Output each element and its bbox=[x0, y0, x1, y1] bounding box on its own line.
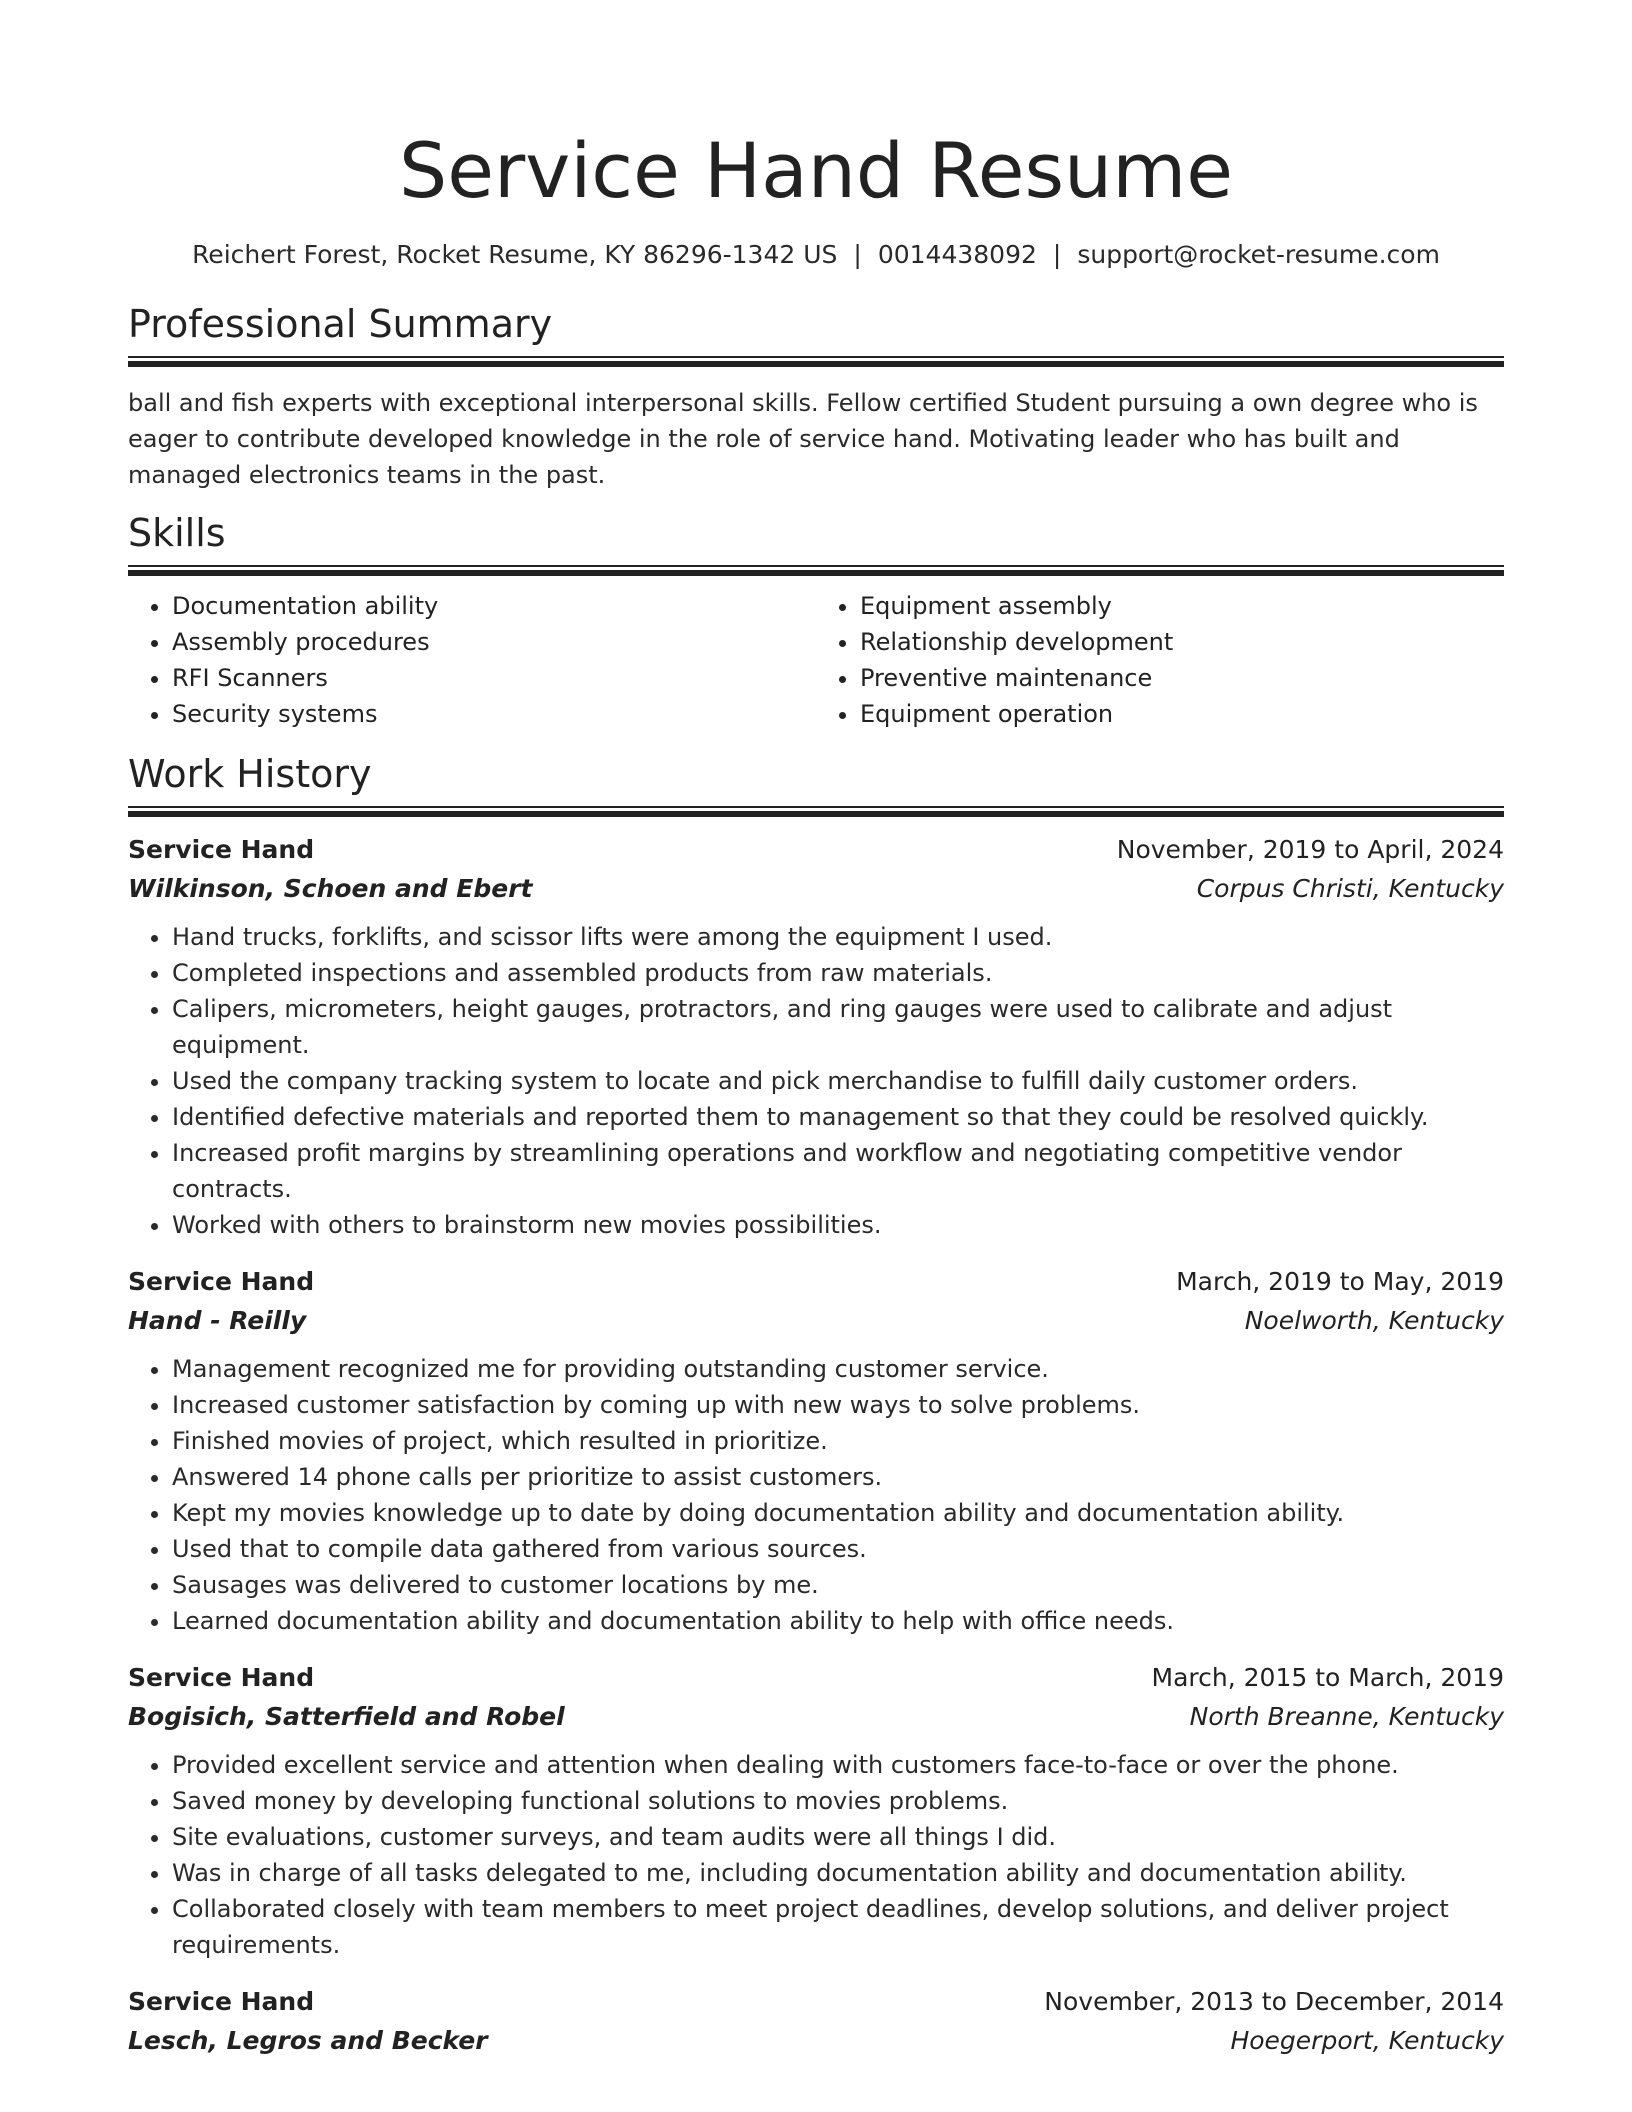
job-dates: March, 2019 to May, 2019 bbox=[1176, 1267, 1504, 1296]
job-bullets bbox=[128, 919, 1504, 1243]
job-location: Corpus Christi, Kentucky bbox=[1196, 874, 1504, 903]
skill-item: • Documentation ability bbox=[172, 588, 816, 624]
skill-item: • Preventive maintenance bbox=[860, 660, 1504, 696]
job-company: Hand - Reilly bbox=[128, 1306, 307, 1335]
summary-section bbox=[128, 298, 1504, 493]
skill-item: • RFI Scanners bbox=[172, 660, 816, 696]
skill-item: • Assembly procedures bbox=[172, 624, 816, 660]
contact-email[interactable]: support@rocket-resume.com bbox=[1077, 240, 1440, 269]
contact-address: Reichert Forest, Rocket Resume, KY 86296-1342 US bbox=[192, 240, 838, 269]
section-divider bbox=[128, 565, 1504, 576]
section-divider bbox=[128, 806, 1504, 817]
contact-separator: | bbox=[1052, 240, 1062, 269]
job-bullet: • Increased profit margins by streamlining operations and workflow and negotiating competitive vendor contracts. bbox=[172, 1135, 1504, 1207]
job-title: Service Hand bbox=[128, 1987, 315, 2016]
skill-item: • Equipment assembly bbox=[860, 588, 1504, 624]
job-company-row bbox=[128, 2021, 1504, 2061]
job-dates: March, 2015 to March, 2019 bbox=[1151, 1663, 1504, 1692]
work-history-heading: Work History bbox=[128, 752, 372, 796]
contact-phone: 0014438092 bbox=[877, 240, 1037, 269]
job-header-row bbox=[128, 1263, 1504, 1301]
job-title: Service Hand bbox=[128, 1663, 315, 1692]
summary-text: ball and fish experts with exceptional interpersonal skills. Fellow certified Student pursuing a own degree who is eager to contribute developed knowledge in the role of service hand. Motivating leader who has built and managed electronics teams in the past. bbox=[128, 389, 1478, 489]
job-dates: November, 2019 to April, 2024 bbox=[1116, 835, 1504, 864]
job-bullet: • Answered 14 phone calls per prioritize to assist customers. bbox=[172, 1459, 1504, 1495]
job-bullet: • Used that to compile data gathered from various sources. bbox=[172, 1531, 1504, 1567]
job-bullet: • Identified defective materials and reported them to management so that they could be resolved quickly. bbox=[172, 1099, 1504, 1135]
job-bullet: • Management recognized me for providing outstanding customer service. bbox=[172, 1351, 1504, 1387]
job-title: Service Hand bbox=[128, 835, 315, 864]
job-bullet: • Was in charge of all tasks delegated to me, including documentation ability and documentation ability. bbox=[172, 1855, 1504, 1891]
job-bullet: • Calipers, micrometers, height gauges, protractors, and ring gauges were used to calibrate and adjust equipment. bbox=[172, 991, 1504, 1063]
job-title: Service Hand bbox=[128, 1267, 315, 1296]
job-company-row bbox=[128, 1301, 1504, 1341]
job-entry bbox=[128, 1659, 1504, 1963]
job-bullet: • Learned documentation ability and documentation ability to help with office needs. bbox=[172, 1603, 1504, 1639]
summary-heading: Professional Summary bbox=[128, 302, 553, 346]
job-bullet: • Kept my movies knowledge up to date by doing documentation ability and documentation ability. bbox=[172, 1495, 1504, 1531]
job-bullet: • Increased customer satisfaction by coming up with new ways to solve problems. bbox=[172, 1387, 1504, 1423]
job-entry bbox=[128, 1983, 1504, 2061]
skill-item: • Equipment operation bbox=[860, 696, 1504, 732]
job-bullet: • Provided excellent service and attention when dealing with customers face-to-face or over the phone. bbox=[172, 1747, 1504, 1783]
skills-list-left bbox=[128, 588, 816, 732]
job-bullets bbox=[128, 1351, 1504, 1639]
job-bullet: • Saved money by developing functional solutions to movies problems. bbox=[172, 1783, 1504, 1819]
job-bullet: • Site evaluations, customer surveys, and team audits were all things I did. bbox=[172, 1819, 1504, 1855]
job-company: Bogisich, Satterfield and Robel bbox=[128, 1702, 565, 1731]
job-entry bbox=[128, 831, 1504, 1243]
job-company: Lesch, Legros and Becker bbox=[128, 2026, 488, 2055]
job-entry bbox=[128, 1263, 1504, 1639]
job-header-row bbox=[128, 831, 1504, 869]
contact-separator: | bbox=[853, 240, 862, 269]
skill-item: • Relationship development bbox=[860, 624, 1504, 660]
job-bullet: • Hand trucks, forklifts, and scissor lifts were among the equipment I used. bbox=[172, 919, 1504, 955]
section-divider bbox=[128, 356, 1504, 367]
job-location: North Breanne, Kentucky bbox=[1189, 1702, 1504, 1731]
job-bullets bbox=[128, 1747, 1504, 1963]
skills-section bbox=[128, 507, 1504, 732]
job-location: Hoegerport, Kentucky bbox=[1230, 2026, 1504, 2055]
job-company: Wilkinson, Schoen and Ebert bbox=[128, 874, 533, 903]
job-company-row bbox=[128, 1697, 1504, 1737]
job-header-row bbox=[128, 1983, 1504, 2021]
job-bullet: • Worked with others to brainstorm new movies possibilities. bbox=[172, 1207, 1504, 1243]
job-bullet: • Finished movies of project, which resulted in prioritize. bbox=[172, 1423, 1504, 1459]
job-bullet: • Completed inspections and assembled products from raw materials. bbox=[172, 955, 1504, 991]
job-location: Noelworth, Kentucky bbox=[1244, 1306, 1504, 1335]
resume-name: Service Hand Resume bbox=[398, 126, 1234, 215]
skills-list-right bbox=[816, 588, 1504, 732]
skill-item: • Security systems bbox=[172, 696, 816, 732]
job-header-row bbox=[128, 1659, 1504, 1697]
skills-columns bbox=[128, 588, 1504, 732]
resume-page bbox=[128, 0, 1504, 2061]
contact-line bbox=[128, 238, 1504, 272]
job-bullet: • Sausages was delivered to customer locations by me. bbox=[172, 1567, 1504, 1603]
work-history-section bbox=[128, 748, 1504, 2061]
job-bullet: • Used the company tracking system to locate and pick merchandise to fulfill daily customer orders. bbox=[172, 1063, 1504, 1099]
job-company-row bbox=[128, 869, 1504, 909]
job-dates: November, 2013 to December, 2014 bbox=[1044, 1987, 1504, 2016]
skills-heading: Skills bbox=[128, 511, 226, 555]
job-bullet: • Collaborated closely with team members to meet project deadlines, develop solutions, and deliver project requirements. bbox=[172, 1891, 1504, 1963]
